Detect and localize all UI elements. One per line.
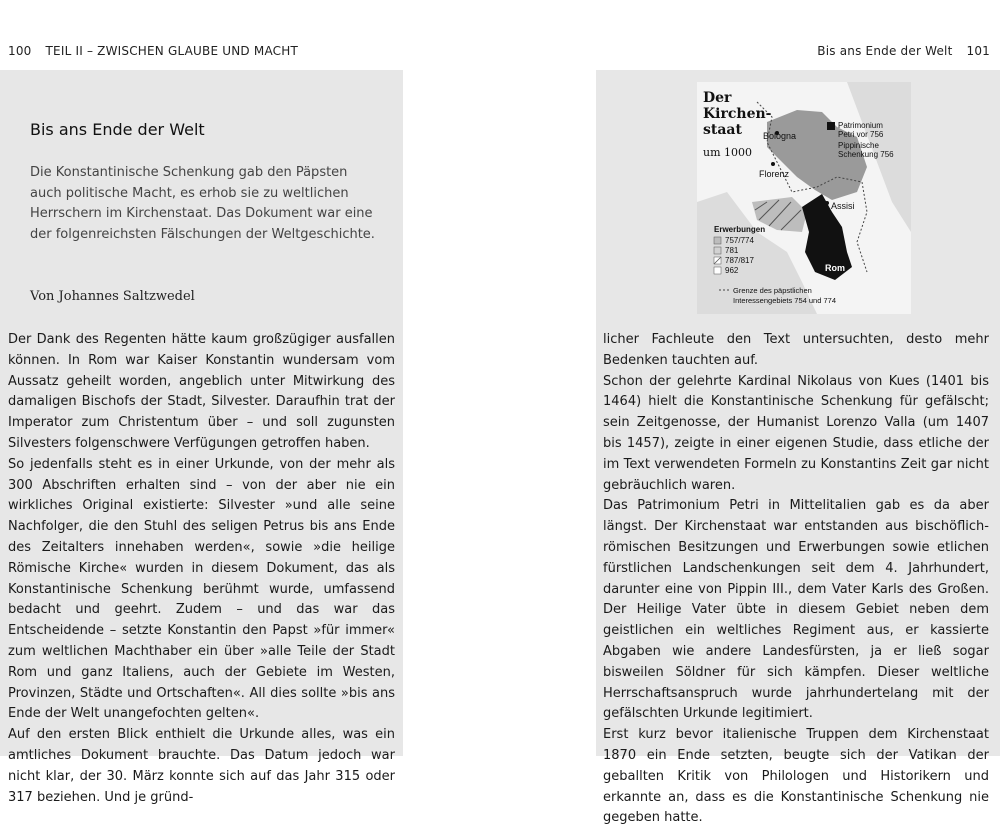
- right-paragraph-2: Schon der gelehrte Kardinal Nikolaus von Kues (1401 bis 1464) hielt die Konstantinische Schenkung für gefälscht; sein Zeitgenosse, der Humanist Lorenzo Valla (um 1407 bis 1457), zeigte in einer eigenen Studie, dass etliche der im Text verwendeten Formeln zu Konstantins Zeit gar nicht gebräuchlich waren.: [603, 373, 989, 493]
- map-subtitle: um 1000: [703, 146, 753, 159]
- left-paragraph-1: Der Dank des Regenten hätte kaum großzügiger ausfallen können. In Rom war Kaiser Konstantin wundersam vom Aussatz geheilt worden, angeblich unter Mitwirkung des damaligen Bischofs der Stadt, Silvester. Daraufhin trat der Imperator zum Christentum über – und soll zugunsten Silvesters folgenschwere Verfügungen getroffen haben.: [8, 332, 395, 451]
- map-label-bologna: Bologna: [763, 131, 797, 141]
- legend-label-patrimonium: Patrimonium Petri vor 756: [838, 121, 884, 139]
- left-running-head: [8, 44, 298, 58]
- acq-swatch-4: [714, 267, 721, 274]
- right-page-number: 101: [966, 44, 990, 58]
- acq-label-1: 757/774: [725, 236, 754, 245]
- acq-label-3: 787/817: [725, 256, 754, 265]
- left-running-title: TEIL II – ZWISCHEN GLAUBE UND MACHT: [45, 44, 298, 58]
- acquisitions-title: Erwerbungen: [714, 225, 766, 234]
- left-paragraph-3: Auf den ersten Blick enthielt die Urkunde alles, was ein amtliches Dokument brauchte. Das Datum jedoch war nicht klar, der 30. März konnte sich auf das Jahr 315 oder 317 beziehen. Und je gründ-: [8, 727, 395, 805]
- acq-swatch-1: [714, 237, 721, 244]
- acq-label-4: 962: [725, 266, 739, 275]
- map-dot-florenz: [771, 162, 775, 166]
- right-running-title: Bis ans Ende der Welt: [817, 44, 953, 58]
- papal-states-map: [697, 82, 911, 314]
- right-paragraph-1: licher Fachleute den Text untersuchten, desto mehr Bedenken tauchten auf.: [603, 332, 989, 368]
- acq-label-2: 781: [725, 246, 739, 255]
- left-paragraph-2: So jedenfalls steht es in einer Urkunde, von der mehr als 300 Abschriften erhalten sind – von der aber nie ein wirkliches Original existierte: Silvester »und alle seine Nachfolger, die den Stuhl des seligen Petrus bis ans Ende des Zeitalters innehaben werden«, sowie »die heilige Römische Kirche« wurden in diesem Dokument, das als Konstantinische Schenkung berühmt wurde, umfassend bedacht und geehrt. Zudem – und das war das Entscheidende – setzte Konstantin den Papst »für immer« zum weltlichen Machthaber ein über »alle Teile der Stadt Rom und ganz Italiens, auch der Gebiete im Westen, Provinzen, Städte und Ortschaften«. All dies sollte »bis ans Ende der Welt unangefochten gelten«.: [8, 456, 395, 722]
- map-label-florenz: Florenz: [759, 169, 790, 179]
- legend-swatch-patrimonium: [827, 122, 835, 130]
- article-author: Von Johannes Saltzwedel: [30, 289, 195, 304]
- right-paragraph-4: Erst kurz bevor italienische Truppen dem Kirchenstaat 1870 ein Ende setzten, beugte sich der Vatikan der geballten Kritik von Philologen und Historikern und erkannte an, dass es die Konstantinische Schenkung nie gegeben hatte.: [603, 727, 989, 826]
- map-title: Der Kirchen- staat: [703, 90, 772, 138]
- acq-swatch-2: [714, 247, 721, 254]
- right-body-text: [603, 330, 989, 829]
- article-lead: Die Konstantinische Schenkung gab den Päpsten auch politische Macht, es erhob sie zu weltlichen Herrschern im Kirchenstaat. Das Dokument war eine der folgenreichsten Fälschungen der Weltgeschichte.: [30, 165, 375, 242]
- map-label-assisi: Assisi: [831, 201, 855, 211]
- border-note: Grenze des päpstlichen Interessengebiets 754 und 774: [733, 286, 836, 305]
- article-heading: Bis ans Ende der Welt: [30, 120, 205, 139]
- left-page-number: 100: [8, 44, 32, 58]
- left-body-text: [8, 330, 395, 808]
- legend-swatch-pippin: [827, 142, 835, 150]
- right-running-head: [817, 44, 990, 58]
- legend-label-pippin: Pippinische Schenkung 756: [838, 141, 894, 159]
- map-dot-assisi: [825, 201, 829, 205]
- map-label-rom: Rom: [825, 263, 845, 273]
- right-paragraph-3: Das Patrimonium Petri in Mittelitalien gab es da aber längst. Der Kirchenstaat war entstanden aus bischöflich-römischen Besitzungen und Erwerbungen sowie etlichen fürstlichen Landschenkungen seit dem 4. Jahrhundert, darunter eine von Pippin III., dem Vater Karls des Großen. Der Heilige Vater übte in diesem Gebiet neben dem geistlichen ein weltliches Regiment aus, er kassierte Abgaben wie andere Landesfürsten, ja er ließ sogar bisweilen Söldner für sich kämpfen. Dieser weltliche Herrschaftsanspruch wurde jahrhundertelang mit der gefälschten Urkunde legitimiert.: [603, 498, 989, 722]
